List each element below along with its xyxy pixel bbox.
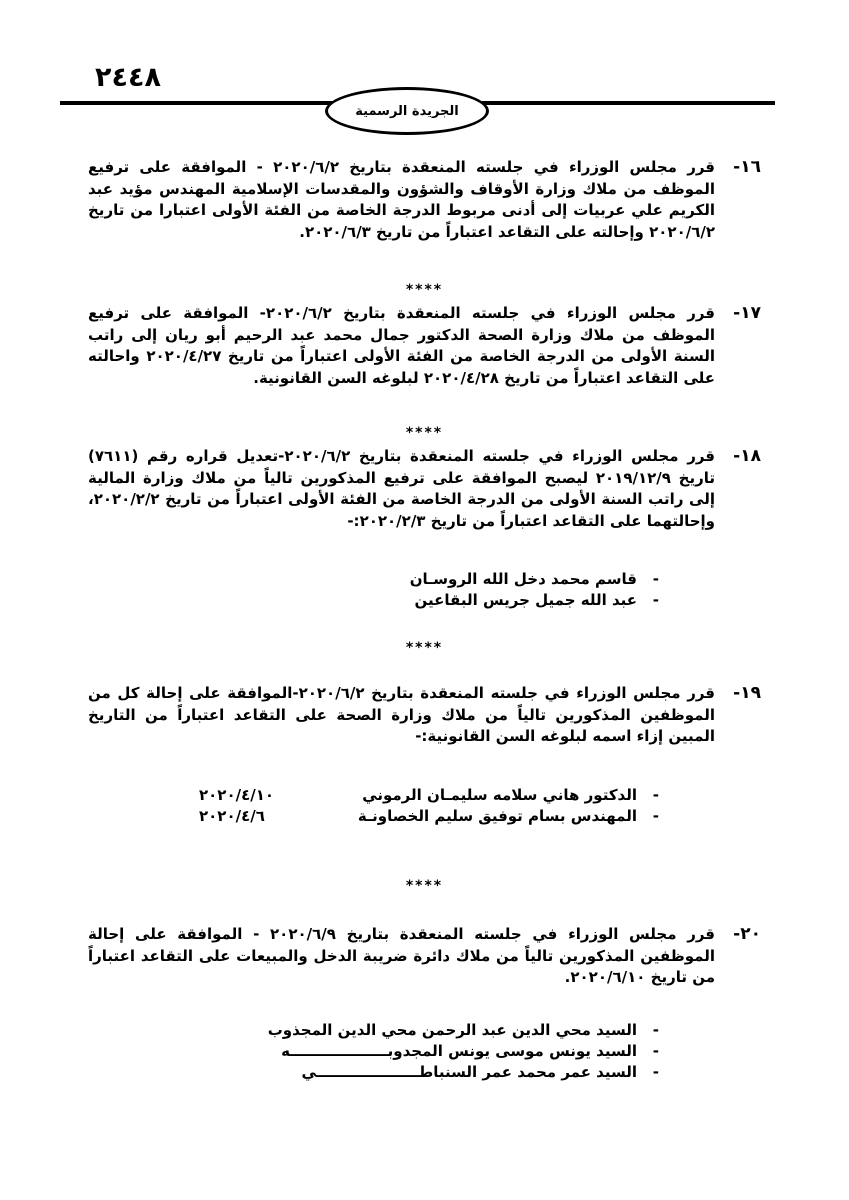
decision-text: قرر مجلس الوزراء في جلسته المنعقدة بتاريخ ٢٠٢٠/٦/٢-الموافقة على إحالة كل من الموظفين المذكورين تالياً من ملاك وزارة الصحة على التقاعد اعتباراً من التاريخ المبين إزاء اسمه لبلوغه السن القانونية:- [88, 684, 715, 745]
person-name: عبد الله جميل جريس البقاعين [414, 591, 637, 609]
person-name: السيد محي الدين عبد الرحمن محي الدين المجذوب [267, 1021, 637, 1039]
person-name: السيد عمر محمد عمر السنباطــــــــــــــــــــي [301, 1063, 637, 1081]
decision-text: قرر مجلس الوزراء في جلسته المنعقدة بتاريخ ٢٠٢٠/٦/٢-تعديل قراره رقم (٧٦١١) تاريخ ٢٠١٩/١٢/٩ ليصبح الموافقة على ترفيع المذكورين تالياً من ملاك وزارة المالية إلى راتب السنة الأولى من الدرجة الخاصة من الفئة الأولى اعتباراً من تاريخ ٢٠٢٠/٢/٢، وإحالتهما على التقاعد اعتباراً من تاريخ ٢٠٢٠/٢/٣:- [88, 447, 715, 530]
names-list [199, 785, 659, 827]
names-list [267, 1020, 659, 1083]
list-item: -المهندس بسام توفيق سليم الخصاونـة ٢٠٢٠/٤/٦ [199, 807, 659, 825]
separator: **** [405, 425, 444, 441]
list-item: -السيد يونس موسى يونس المجدوبـــــــــــــــــــه [281, 1042, 659, 1060]
person-name: السيد يونس موسى يونس المجدوبـــــــــــــــــــه [281, 1042, 637, 1060]
separator: **** [405, 282, 444, 298]
decision-text: قرر مجلس الوزراء في جلسته المنعقدة بتاريخ ٢٠٢٠/٦/٢- الموافقة على ترفيع الموظف من ملاك وزارة الصحة الدكتور جمال محمد عبد الرحيم أبو ريان إلى راتب السنة الأولى من الدرجة الخاصة من الفئة الأولى اعتباراً من تاريخ ٢٠٢٠/٤/٢٧ واحالته على التقاعد اعتباراً من تاريخ ٢٠٢٠/٤/٢٨ لبلوغه السن القانونية. [88, 304, 715, 387]
decision-text: قرر مجلس الوزراء في جلسته المنعقدة بتاريخ ٢٠٢٠/٦/٩ - الموافقة على إحالة الموظفين المذكورين تالياً من ملاك دائرة ضريبة الدخل والمبيعات على التقاعد اعتباراً من تاريخ ٢٠٢٠/٦/١٠. [88, 925, 715, 986]
separator: **** [405, 878, 444, 894]
person-name: الدكتور هاني سلامه سليمـان الرموني [362, 786, 637, 804]
item-number: ١٦- [733, 157, 761, 177]
retirement-date: ٢٠٢٠/٤/٦ [199, 807, 265, 825]
person-name: المهندس بسام توفيق سليم الخصاونـة [357, 807, 637, 825]
list-item: -قاسم محمد دخل الله الروسـان [409, 570, 659, 588]
list-item: -الدكتور هاني سلامه سليمـان الرموني ٢٠٢٠/٤/١٠ [199, 786, 659, 804]
item-number: ١٧- [733, 303, 761, 323]
item-number: ١٩- [733, 683, 761, 703]
names-list [379, 569, 659, 611]
gazette-title: الجريدة الرسمية [355, 103, 459, 119]
gazette-title-oval [325, 87, 489, 135]
retirement-date: ٢٠٢٠/٤/١٠ [199, 786, 275, 804]
page-number: ٢٤٤٨ [95, 62, 161, 93]
list-item: -السيد عمر محمد عمر السنباطــــــــــــــــــــي [301, 1063, 659, 1081]
list-item: -عبد الله جميل جريس البقاعين [414, 591, 659, 609]
item-number: ١٨- [733, 446, 761, 466]
list-item: -السيد محي الدين عبد الرحمن محي الدين المجذوب [267, 1021, 659, 1039]
separator: **** [405, 640, 444, 656]
person-name: قاسم محمد دخل الله الروسـان [409, 570, 637, 588]
decision-text: قرر مجلس الوزراء في جلسته المنعقدة بتاريخ ٢٠٢٠/٦/٢ - الموافقة على ترفيع الموظف من ملاك وزارة الأوقاف والشؤون والمقدسات الإسلامية المهندس مؤيد عبد الكريم علي عربيات إلى أدنى مربوط الدرجة الخاصة من الفئة الأولى اعتبارا من تاريخ ٢٠٢٠/٦/٢ وإحالته على التقاعد اعتباراً من تاريخ ٢٠٢٠/٦/٣. [88, 158, 715, 241]
item-number: ٢٠- [733, 924, 761, 944]
